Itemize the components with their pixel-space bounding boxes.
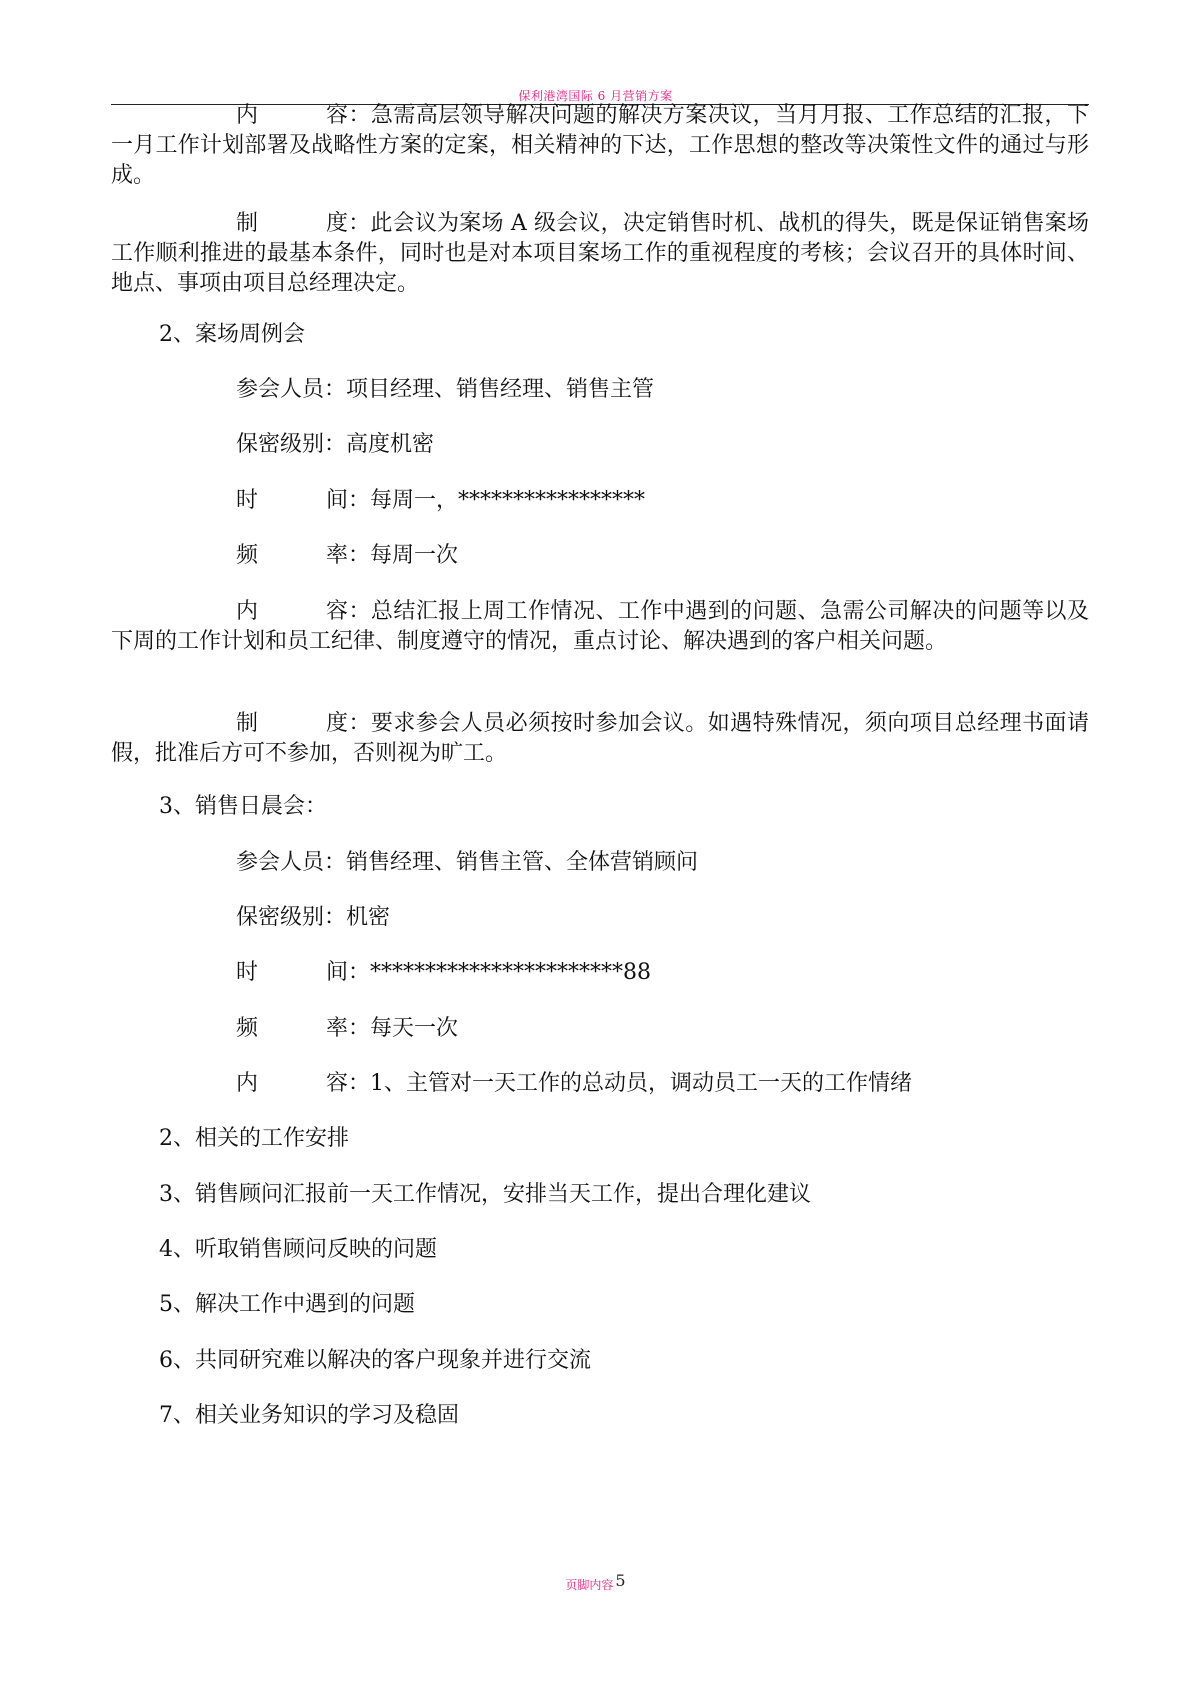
list-item: 7、相关业务知识的学习及稳固: [159, 1403, 459, 1428]
footer-text: 页脚内容: [565, 1578, 614, 1592]
weekly-time: 时 间 ：每周一，*****************: [236, 488, 646, 513]
weekly-frequency: 频 率 ：每周一次: [236, 543, 459, 568]
paragraph-rules-1: 制 度 ：此会议为案场 A 级会议，决定销售时机、战机的得失，既是保证销售案场工作顺利推进的最基本条件，同时也是对本项目案场工作的重视程度的考核；会议召开的具体时间、地点、事项由项目总经理决定。: [111, 211, 1089, 296]
list-item: 2、相关的工作安排: [159, 1126, 349, 1151]
label-rules: 制 度: [236, 211, 348, 236]
daily-time: 时 间 ：***********************88: [236, 960, 651, 985]
list-item: 3、销售顾问汇报前一天工作情况，安排当天工作，提出合理化建议: [159, 1182, 811, 1207]
paragraph-content-2: 内 容 ：总结汇报上周工作情况、工作中遇到的问题、急需公司解决的问题等以及下周的工作计划和员工纪律、制度遵守的情况，重点讨论、解决遇到的客户相关问题。: [111, 599, 1089, 654]
daily-frequency: 频 率 ：每天一次: [236, 1016, 459, 1041]
list-item: 5、解决工作中遇到的问题: [159, 1292, 415, 1317]
weekly-attendees: 参会人员：项目经理、销售经理、销售主管: [236, 377, 655, 402]
paragraph-rules-2: 制 度 ：要求参会人员必须按时参加会议。如遇特殊情况，须向项目总经理书面请假，批准后方可不参加，否则视为旷工。: [111, 711, 1089, 766]
heading-morning-meeting: 3、销售日晨会：: [159, 794, 327, 819]
page-number: 5: [615, 1571, 626, 1590]
heading-weekly-meeting: 2、案场周例会: [159, 322, 305, 347]
daily-secrecy: 保密级别：机密: [236, 905, 391, 930]
daily-content: 内 容 ：1、主管对一天工作的总动员，调动员工一天的工作情绪: [236, 1071, 912, 1096]
list-item: 6、共同研究难以解决的客户现象并进行交流: [159, 1348, 591, 1373]
weekly-secrecy: 保密级别：高度机密: [236, 432, 435, 457]
list-item: 4、听取销售顾问反映的问题: [159, 1237, 437, 1262]
paragraph-content-1: 内 容 ：急需高层领导解决问题的解决方案决议，当月月报、工作总结的汇报，下一月工作计划部署及战略性方案的定案，相关精神的下达，工作思想的整改等决策性文件的通过与形成。: [111, 103, 1089, 188]
page-header: 保利港湾国际 6 月营销方案: [518, 89, 673, 103]
label-content: 内 容: [236, 103, 348, 128]
page-footer: [0, 1571, 1191, 1593]
daily-attendees: 参会人员：销售经理、销售主管、全体营销顾问: [236, 850, 699, 875]
